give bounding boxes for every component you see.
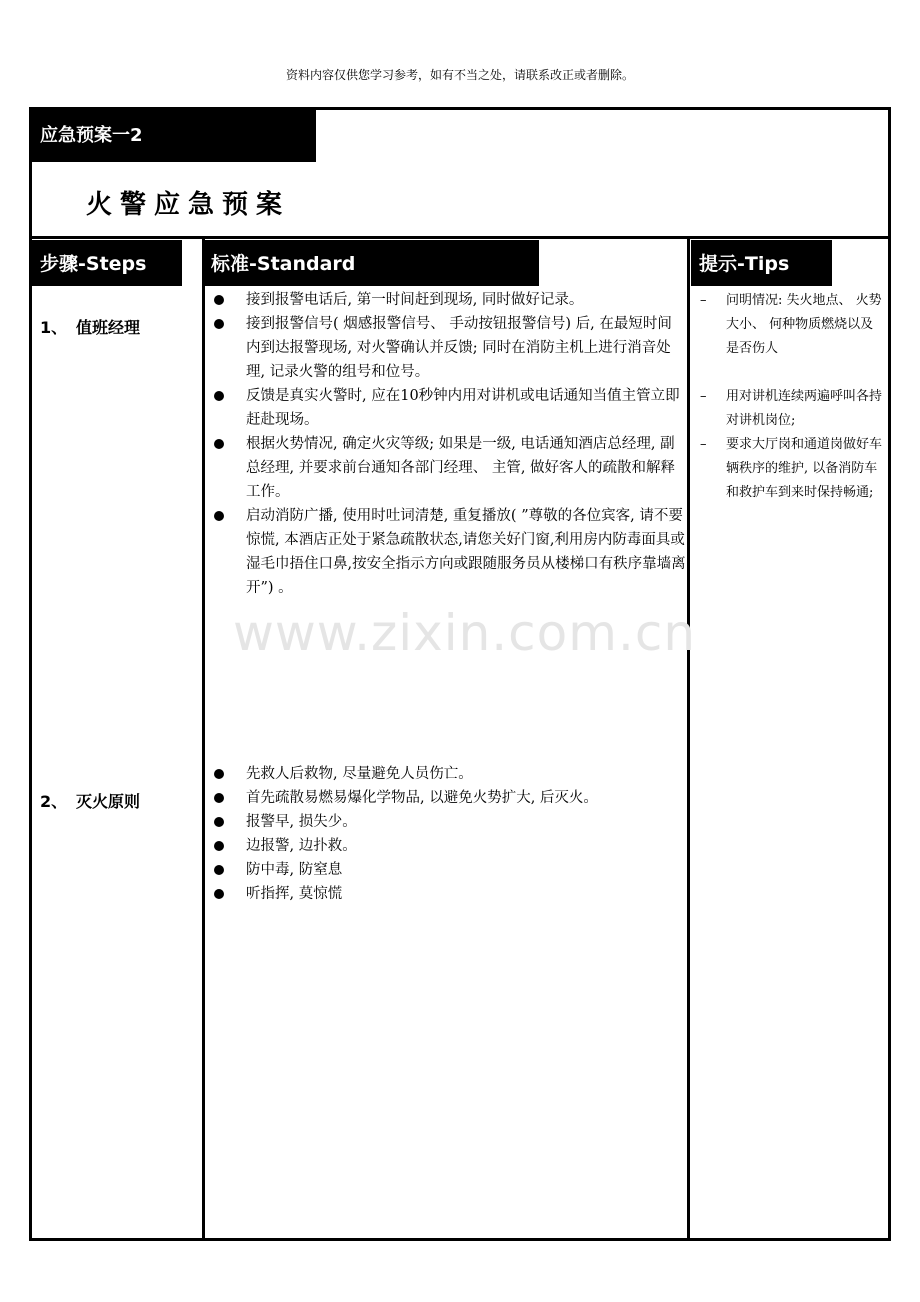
plan-label: 应急预案一2 [32,110,312,162]
tip-item: – 用对讲机连续两遍呼叫各持对讲机岗位; [700,385,886,433]
tip-item: – 问明情况: 失火地点、 火势大小、 何种物质燃烧以及是否伤人 [700,289,886,361]
bullet-icon [214,319,224,329]
bullet-icon [214,841,224,851]
dash-icon: – [700,389,707,404]
tips-list [700,289,886,505]
column-header-steps: 步骤-Steps [32,240,182,286]
bullet-icon [214,511,224,521]
bullet-icon [214,439,224,449]
standard-list-step-2 [212,762,686,906]
step-number: 2、 [40,792,68,811]
list-item: 接到报警信号( 烟感报警信号、 手动按钮报警信号) 后, 在最短时间内到达报警现场, 对火警确认并反馈; 同时在消防主机上进行消音处理, 记录火警的组号和位号。 [212,312,686,384]
list-item: 接到报警电话后, 第一时间赶到现场, 同时做好记录。 [212,288,686,312]
watermark: www.zixin.com.cn [233,604,697,662]
step-1 [40,315,140,338]
column-divider-1 [202,239,205,1238]
list-item: 听指挥, 莫惊慌 [212,882,686,906]
bullet-icon [214,889,224,899]
step-number: 1、 [40,318,68,337]
list-item: 边报警, 边扑救。 [212,834,686,858]
list-item: 根据火势情况, 确定火灾等级; 如果是一级, 电话通知酒店总经理, 副总经理, 并要求前台通知各部门经理、 主管, 做好客人的疏散和解释工作。 [212,432,686,504]
bullet-icon [214,865,224,875]
plan-title: 火警应急预案 [86,190,291,220]
column-divider-2 [687,239,690,1238]
dash-icon: – [700,293,707,308]
list-item: 防中毒, 防窒息 [212,858,686,882]
bullet-icon [214,817,224,827]
list-item: 首先疏散易燃易爆化学物品, 以避免火势扩大, 后灭火。 [212,786,686,810]
bullet-icon [214,769,224,779]
step-label: 灭火原则 [76,792,141,811]
standard-list-step-1 [212,288,686,600]
list-item: 启动消防广播, 使用时吐词清楚, 重复播放( ”尊敬的各位宾客, 请不要惊慌, 本酒店正处于紧急疏散状态,请您关好门窗,利用房内防毒面具或湿毛巾捂住口鼻,按安全指示方向或跟随服务员从楼梯口有秩序靠墙离开”) 。 [212,504,686,600]
list-item: 先救人后救物, 尽量避免人员伤亡。 [212,762,686,786]
step-2 [40,789,140,812]
bullet-icon [214,295,224,305]
header-divider [32,236,888,239]
bullet-icon [214,391,224,401]
column-header-standard: 标准-Standard [203,240,539,286]
step-label: 值班经理 [76,318,141,337]
list-item: 反馈是真实火警时, 应在10秒钟内用对讲机或电话通知当值主管立即赶赴现场。 [212,384,686,432]
tip-item: – 要求大厅岗和通道岗做好车辆秩序的维护, 以备消防车和救护车到来时保持畅通; [700,433,886,505]
list-item: 报警早, 损失少。 [212,810,686,834]
column-header-tips: 提示-Tips [691,240,832,286]
dash-icon: – [700,437,707,452]
bullet-icon [214,793,224,803]
disclaimer-header: 资料内容仅供您学习参考，如有不当之处，请联系改正或者删除。 [285,68,634,82]
